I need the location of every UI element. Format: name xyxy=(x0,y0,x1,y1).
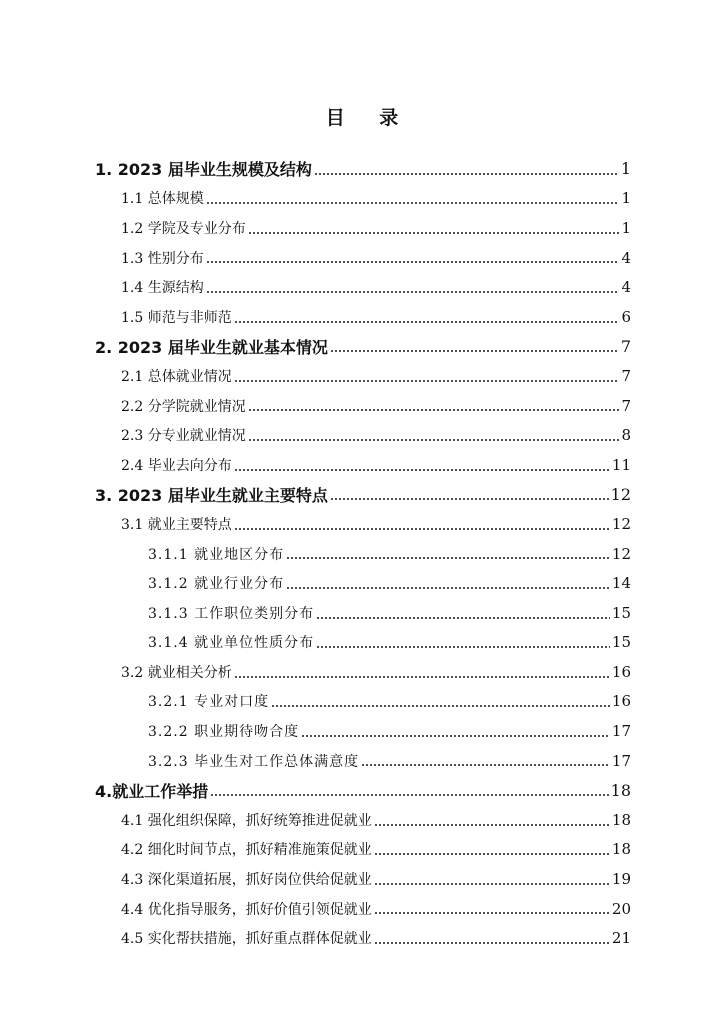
dot-leader xyxy=(374,942,610,944)
toc-entry-level-2[interactable] xyxy=(0,213,724,243)
dot-leader xyxy=(330,498,609,500)
toc-entry-level-2[interactable] xyxy=(0,923,724,953)
toc-page-number: 21 xyxy=(611,929,631,948)
toc-entry-title: 4.5 实化帮扶措施，抓好重点群体促就业 xyxy=(121,931,372,948)
toc-entry-title: 4.就业工作举措 xyxy=(95,781,209,801)
toc-entry-title: 3.2 就业相关分析 xyxy=(121,664,232,681)
toc-entry-title: 4.2 细化时间节点，抓好精准施策促就业 xyxy=(121,842,372,859)
toc-page-number: 4 xyxy=(621,278,631,297)
dot-leader xyxy=(374,824,610,826)
dot-leader xyxy=(206,202,620,204)
toc-page-number: 1 xyxy=(621,189,631,208)
table-of-contents xyxy=(0,154,724,953)
toc-entry-title: 2.4 毕业去向分布 xyxy=(121,457,232,474)
toc-entry-title: 3.2.3 毕业生对工作总体满意度 xyxy=(148,753,360,770)
toc-entry-title: 4.4 优化指导服务，抓好价值引领促就业 xyxy=(121,901,372,918)
toc-entry-title: 1.1 总体规模 xyxy=(121,191,204,208)
dot-leader xyxy=(234,469,610,471)
toc-entry-title: 2.1 总体就业情况 xyxy=(121,368,232,385)
toc-page-number: 12 xyxy=(611,514,631,533)
dot-leader xyxy=(206,291,620,293)
dot-leader xyxy=(234,528,610,530)
dot-leader xyxy=(374,883,610,885)
toc-page-number: 12 xyxy=(610,484,631,504)
page-title: 目 录 xyxy=(325,107,413,129)
toc-page-number: 7 xyxy=(621,396,631,415)
toc-entry-level-2[interactable] xyxy=(0,805,724,835)
toc-page-number: 7 xyxy=(620,336,631,356)
toc-page-number: 1 xyxy=(620,159,631,179)
dot-leader xyxy=(316,646,610,648)
toc-page-number: 12 xyxy=(611,544,631,563)
toc-entry-level-2[interactable] xyxy=(0,302,724,332)
toc-page-number: 19 xyxy=(611,870,631,889)
dot-leader xyxy=(234,676,610,678)
toc-entry-title: 4.1 强化组织保障，抓好统筹推进促就业 xyxy=(121,812,372,829)
toc-entry-level-2[interactable] xyxy=(0,894,724,924)
toc-entry-level-2[interactable] xyxy=(0,835,724,865)
toc-entry-title: 1.2 学院及专业分布 xyxy=(121,220,246,237)
toc-entry-level-2[interactable] xyxy=(0,243,724,273)
toc-entry-title: 3.1.3 工作职位类别分布 xyxy=(148,605,315,622)
toc-entry-level-1[interactable] xyxy=(0,154,724,184)
toc-entry-title: 1.3 性别分布 xyxy=(121,250,204,267)
dot-leader xyxy=(286,557,610,559)
dot-leader xyxy=(248,232,620,234)
dot-leader xyxy=(374,853,610,855)
toc-entry-title: 1.4 生源结构 xyxy=(121,280,204,297)
toc-page-number: 17 xyxy=(611,751,631,770)
toc-entry-title: 3. 2023 届毕业生就业主要特点 xyxy=(95,485,328,505)
dot-leader xyxy=(248,409,620,411)
toc-entry-level-3[interactable] xyxy=(0,687,724,717)
toc-page-number: 15 xyxy=(611,603,631,622)
toc-entry-title: 3.1 就业主要特点 xyxy=(121,516,232,533)
toc-page-number: 18 xyxy=(611,840,631,859)
toc-entry-level-3[interactable] xyxy=(0,716,724,746)
toc-entry-level-3[interactable] xyxy=(0,539,724,569)
dot-leader xyxy=(374,912,610,914)
toc-entry-title: 3.1.1 就业地区分布 xyxy=(148,546,285,563)
toc-page-number: 14 xyxy=(611,574,631,593)
toc-page-number: 4 xyxy=(621,248,631,267)
toc-page-number: 17 xyxy=(611,722,631,741)
toc-entry-level-2[interactable] xyxy=(0,509,724,539)
toc-page-number: 1 xyxy=(621,218,631,237)
toc-entry-title: 1.5 师范与非师范 xyxy=(121,309,232,326)
dot-leader xyxy=(301,735,610,737)
toc-page-number: 11 xyxy=(611,455,631,474)
toc-entry-title: 3.2.2 职业期待吻合度 xyxy=(148,724,300,741)
toc-entry-level-2[interactable] xyxy=(0,450,724,480)
toc-entry-level-2[interactable] xyxy=(0,657,724,687)
toc-page-number: 16 xyxy=(611,662,631,681)
dot-leader xyxy=(286,587,610,589)
toc-entry-level-2[interactable] xyxy=(0,864,724,894)
dot-leader xyxy=(234,380,620,382)
toc-page-number: 15 xyxy=(611,633,631,652)
toc-entry-level-1[interactable] xyxy=(0,775,724,805)
toc-entry-level-1[interactable] xyxy=(0,332,724,362)
toc-page-number: 7 xyxy=(621,366,631,385)
toc-entry-level-3[interactable] xyxy=(0,598,724,628)
dot-leader xyxy=(361,764,610,766)
toc-entry-level-2[interactable] xyxy=(0,184,724,214)
toc-entry-title: 3.1.2 就业行业分布 xyxy=(148,576,285,593)
dot-leader xyxy=(206,261,620,263)
dot-leader xyxy=(330,350,619,352)
dot-leader xyxy=(314,173,619,175)
toc-page-number: 20 xyxy=(611,899,631,918)
toc-entry-title: 2.3 分专业就业情况 xyxy=(121,428,246,445)
toc-entry-level-2[interactable] xyxy=(0,272,724,302)
toc-entry-level-3[interactable] xyxy=(0,568,724,598)
toc-page-number: 16 xyxy=(611,692,631,711)
toc-entry-level-3[interactable] xyxy=(0,628,724,658)
dot-leader xyxy=(248,439,620,441)
toc-entry-title: 2.2 分学院就业情况 xyxy=(121,398,246,415)
toc-entry-title: 3.1.4 就业单位性质分布 xyxy=(148,635,315,652)
dot-leader xyxy=(316,617,610,619)
toc-entry-level-2[interactable] xyxy=(0,361,724,391)
toc-page-number: 18 xyxy=(610,780,631,800)
toc-entry-title: 3.2.1 专业对口度 xyxy=(148,694,270,711)
dot-leader xyxy=(210,794,608,796)
toc-entry-level-3[interactable] xyxy=(0,746,724,776)
toc-page-number: 8 xyxy=(621,426,631,445)
toc-entry-level-1[interactable] xyxy=(0,480,724,510)
dot-leader xyxy=(271,705,610,707)
toc-entry-title: 4.3 深化渠道拓展，抓好岗位供给促就业 xyxy=(121,872,372,889)
toc-page-number: 18 xyxy=(611,810,631,829)
toc-entry-title: 1. 2023 届毕业生规模及结构 xyxy=(95,160,312,180)
toc-entry-level-2[interactable] xyxy=(0,391,724,421)
toc-page-number: 6 xyxy=(621,307,631,326)
toc-entry-title: 2. 2023 届毕业生就业基本情况 xyxy=(95,337,328,357)
dot-leader xyxy=(234,321,620,323)
toc-entry-level-2[interactable] xyxy=(0,420,724,450)
